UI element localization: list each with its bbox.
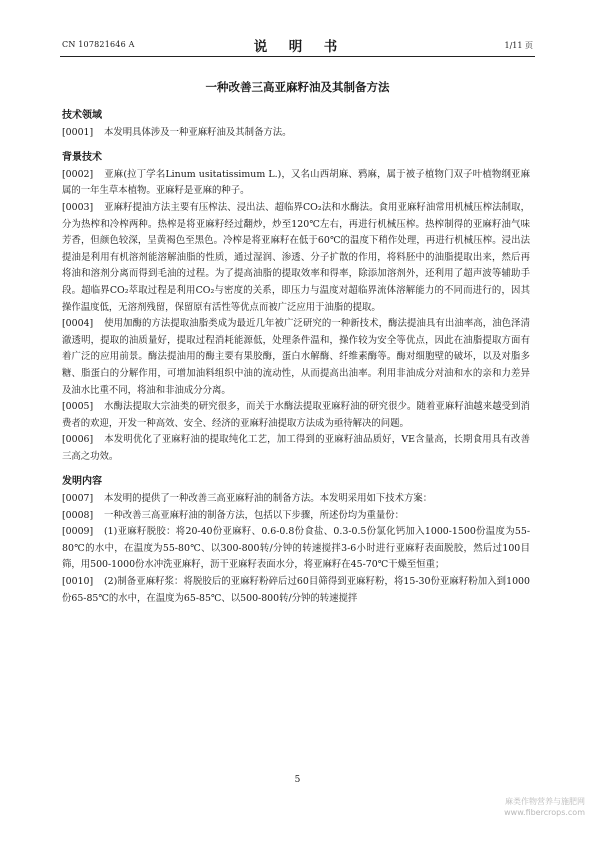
watermark bbox=[504, 796, 585, 818]
paragraph-text: 使用加酶的方法提取油脂类成为最近几年被广泛研究的一种新技术，酶法提油具有出油率高，油色泽清澈透明，提取的油质量好，提取过程消耗能源低，处理条件温和，操作较为安全等优点，因此在油脂提取方面有着广泛的应用前景。酶法提油用的酶主要有果胶酶，蛋白水解酶、纤维素酶等。酶对细胞壁的破坏，以及对脂多糖、脂蛋白的分解作用，可增加油料组织中油的流动性，从而提高出油率。利用非油成分对油和水的亲和力差异及油水比重不同，将油和非油成分分离。 bbox=[62, 318, 530, 396]
paragraph-number: [0010] bbox=[62, 576, 94, 588]
paragraph-number: [0005] bbox=[62, 401, 94, 413]
paragraph bbox=[62, 574, 530, 607]
section-heading: 技术领域 bbox=[62, 110, 102, 121]
page-number: 5 bbox=[294, 775, 301, 785]
paragraph-number: [0006] bbox=[62, 434, 94, 446]
paragraph-text: 水酶法提取大宗油类的研究很多，而关于水酶法提取亚麻籽油的研究很少。随着亚麻籽油越来越受到消费者的欢迎，开发一种高效、安全、经济的亚麻籽油提取方法成为亟待解决的问题。 bbox=[62, 401, 530, 429]
paragraph-number: [0009] bbox=[62, 526, 94, 538]
document-body bbox=[62, 108, 530, 607]
paragraph bbox=[62, 524, 530, 574]
patent-title: 一种改善三高亚麻籽油及其制备方法 bbox=[205, 80, 390, 94]
paragraph-text: 本发明具体涉及一种亚麻籽油及其制备方法。 bbox=[104, 126, 292, 138]
document-type-title: 说 明 书 bbox=[253, 39, 342, 55]
paragraph-text: 一种改善三高亚麻籽油的制备方法，包括以下步骤，所述份均为重量份： bbox=[104, 509, 405, 521]
paragraph-text: (2)制备亚麻籽浆：将脱胶后的亚麻籽粉碎后过60目筛得到亚麻籽粉，将15-30份亚麻籽粉加入到1000份65-85℃的水中，在温度为65-85℃、以500-800转/分钟的转速搅拌 bbox=[62, 576, 530, 604]
section-heading: 发明内容 bbox=[62, 476, 102, 488]
paragraph bbox=[62, 125, 530, 142]
document-number: CN 107821646 A bbox=[62, 40, 135, 49]
paragraph-number: [0002] bbox=[62, 168, 94, 180]
watermark-url: www.fibercrops.com bbox=[504, 808, 585, 817]
paragraph-number: [0001] bbox=[62, 126, 94, 138]
paragraph bbox=[62, 399, 530, 432]
watermark-site-name: 麻类作物营养与施肥网 bbox=[505, 797, 585, 806]
section-heading: 背景技术 bbox=[62, 152, 102, 164]
paragraph-number: [0008] bbox=[62, 509, 94, 521]
paragraph-number: [0004] bbox=[62, 318, 94, 330]
paragraph-text: (1)亚麻籽脱胶：将20-40份亚麻籽、0.6-0.8份食盐、0.3-0.5份氯化钙加入1000-1500份温度为55-80℃的水中，在温度为55-80℃、以300-800转/分钟的转速搅拌3-6小时进行亚麻籽表面脱胶，然后过100目筛，用500-1000份水冲洗亚麻籽，沥干亚麻籽表面水分，将亚麻籽在45-70℃干燥至恒重； bbox=[62, 526, 530, 571]
paragraph bbox=[62, 432, 530, 465]
paragraph-text: 本发明优化了亚麻籽油的提取纯化工艺，加工得到的亚麻籽油品质好，VE含量高，长期食用具有改善三高之功效。 bbox=[62, 434, 530, 462]
paragraph bbox=[62, 167, 530, 200]
paragraph-number: [0003] bbox=[62, 201, 94, 213]
paragraph-number: [0007] bbox=[62, 493, 94, 505]
paragraph bbox=[62, 491, 530, 508]
paragraph bbox=[62, 508, 530, 525]
paragraph-text: 亚麻籽提油方法主要有压榨法、浸出法、超临界CO₂法和水酶法。食用亚麻籽油常用机械压榨法制取，分为热榨和冷榨两种。热榨是将亚麻籽经过翻炒，炒至120℃左右，再进行机械压榨。热榨制得的亚麻籽油气味芳香，但颜色较深，呈黄褐色至黑色。冷榨是将亚麻籽在低于60℃的温度下稍作处理，再进行机械压榨。浸出法提油是利用有机溶剂能溶解油脂的性质，通过湿润、渗透、分子扩散的作用，将料胚中的油脂提取出来，然后再将油和溶剂分离而得到毛油的过程。为了提高油脂的提取效率和得率，除添加溶剂外，还利用了超声波等辅助手段。超临界CO₂萃取过程是利用CO₂与密度的关系，即压力与温度对超临界流体溶解能力的不同而进行的，因其操作温度低，无溶剂残留，保留原有活性等优点而被广泛应用于油脂的提取。 bbox=[62, 201, 530, 313]
paragraph bbox=[62, 200, 530, 316]
paragraph-text: 亚麻(拉丁学名Linum usitatissimum L.)，又名山西胡麻、鸦麻，属于被子植物门双子叶植物纲亚麻属的一年生草本植物。亚麻籽是亚麻的种子。 bbox=[62, 168, 530, 197]
header-divider bbox=[60, 56, 535, 57]
paragraph-text: 本发明的提供了一种改善三高亚麻籽油的制备方法。本发明采用如下技术方案： bbox=[104, 493, 433, 505]
paragraph bbox=[62, 316, 530, 399]
page-indicator: 1/11 页 bbox=[504, 41, 533, 50]
